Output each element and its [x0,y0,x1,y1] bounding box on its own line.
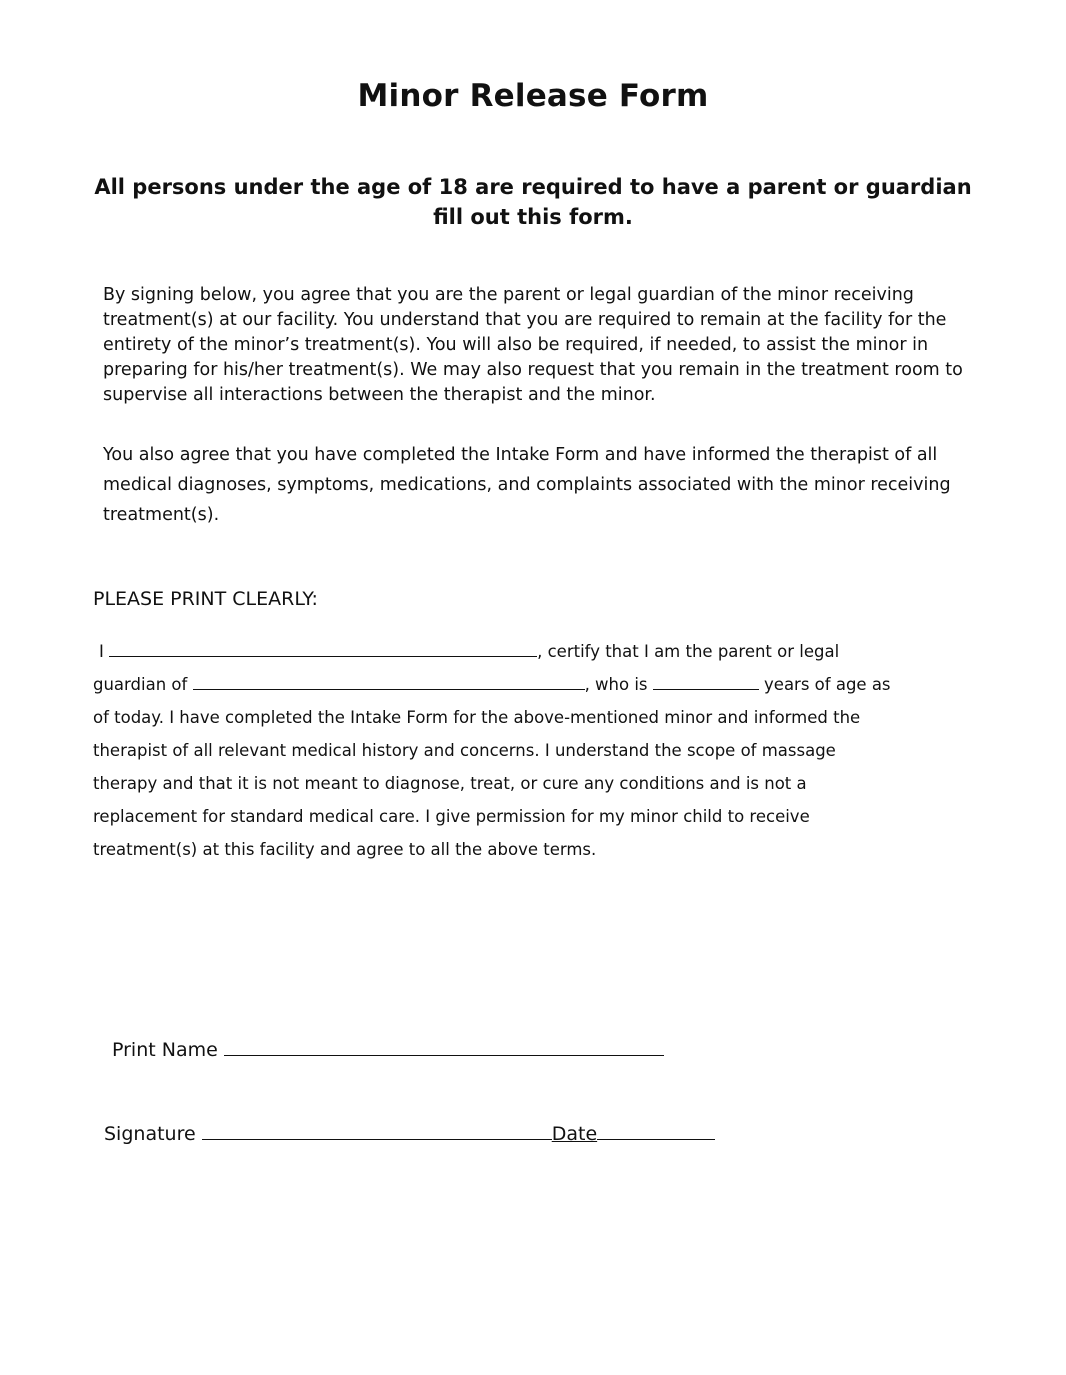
agreement-paragraph: By signing below, you agree that you are the parent or legal guardian of the minor receiving treatment(s) at our facility. You understand that you are required to remain at the facility for the entirety of the minor’s treatment(s). You will also be required, if needed, to assist the minor in preparing for his/her treatment(s). We may also request that you remain in the treatment room to supervise all interactions between the therapist and the minor. [103,285,963,405]
date-field[interactable] [597,1119,715,1140]
certify-line-1 [93,635,839,668]
certify-text: , certify that I am the parent or legal [537,642,840,661]
years-of-age-label: years of age as [764,675,891,694]
signature-label: Signature [104,1123,196,1145]
form-title: Minor Release Form [357,78,709,114]
minor-name-field[interactable] [193,669,585,690]
intake-paragraph: You also agree that you have completed the Intake Form and have informed the therapist of all medical diagnoses, symptoms, medications, and complaints associated with the minor receiving treatment(s). [103,445,951,525]
minor-age-field[interactable] [653,669,759,690]
i-label: I [99,642,104,661]
parent-name-field[interactable] [109,636,537,657]
print-name-field[interactable] [224,1035,664,1056]
signature-row [104,1119,715,1145]
certify-line-2 [93,668,891,701]
certify-line-3: of today. I have completed the Intake Form for the above-mentioned minor and informed the [93,708,861,727]
who-is-label: , who is [584,675,648,694]
certify-line-6: replacement for standard medical care. I give permission for my minor child to receive [93,807,810,826]
guardian-of-label: guardian of [93,675,188,694]
print-name-label: Print Name [112,1039,218,1061]
date-label: Date [551,1123,598,1145]
certify-line-5: therapy and that it is not meant to diagnose, treat, or cure any conditions and is not a [93,774,807,793]
form-subtitle: All persons under the age of 18 are required to have a parent or guardian fill out this form. [94,175,972,229]
print-clearly-heading: PLEASE PRINT CLEARLY: [93,588,318,610]
certify-line-4: therapist of all relevant medical history and concerns. I understand the scope of massage [93,741,836,760]
signature-field[interactable] [202,1119,552,1140]
certify-line-7: treatment(s) at this facility and agree to all the above terms. [93,840,597,859]
print-name-row [112,1035,664,1061]
